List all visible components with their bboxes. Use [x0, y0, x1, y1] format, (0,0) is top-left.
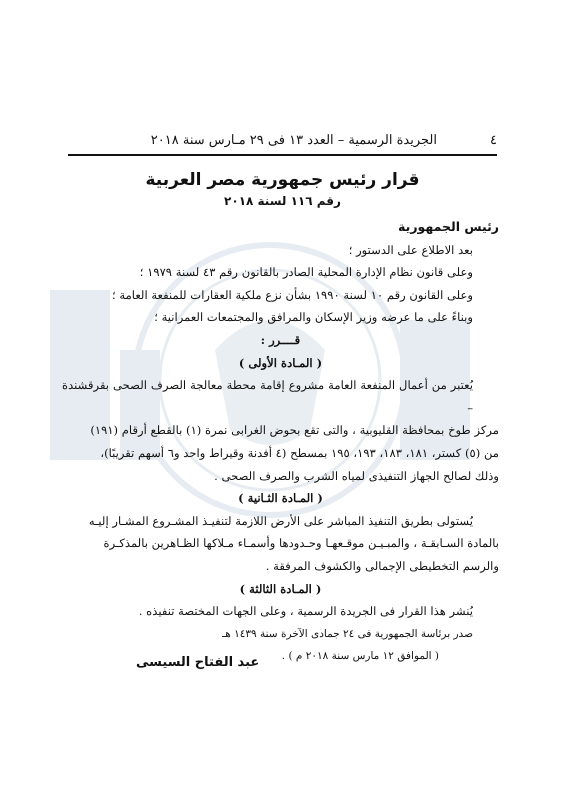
- page-number: ٤: [490, 133, 497, 148]
- article-line: والرسم التخطيطى الإجمالى والكشوف المرفقة .: [265, 558, 499, 573]
- article-line: يُعتبر من أعمال المنفعة العامة مشروع إقامة محطة معالجة الصرف الصحى بقرقشندة –: [62, 378, 473, 415]
- closing-line: صدر برئاسة الجمهورية فى ٢٤ جمادى الآخرة سنة ١٤٣٩ هـ: [222, 627, 473, 640]
- preamble-line: وبناءً على ما عرضه وزير الإسكان والمرافق والمجتمعات العمرانية ؛: [154, 310, 473, 325]
- header-rule: [68, 154, 497, 156]
- signature: عبد الفتاح السيسى: [136, 655, 260, 670]
- article-line: يُستولى بطريق التنفيذ المباشر على الأرض اللازمة لتنفيـذ المشـروع المشـار إليـه: [88, 513, 473, 528]
- closing-line: ( الموافق ١٢ مارس سنة ٢٠١٨ م ) .: [281, 650, 439, 663]
- decree-title: قرار رئيس جمهورية مصر العربية: [145, 170, 420, 190]
- issuer: رئيس الجمهورية: [398, 219, 499, 234]
- article-line: وذلك لصالح الجهاز التنفيذى لمياه الشرب والصرف الصحى .: [214, 468, 499, 483]
- article-heading: ( المـادة الأولى ): [238, 355, 323, 370]
- running-title: الجريدة الرسمية – العدد ١٣ فى ٢٩ مـارس سنة ٢٠١٨: [150, 133, 437, 148]
- article-heading: ( المـادة الثالثة ): [239, 581, 322, 596]
- article-line: بالمادة السـابقـة ، والمبـيـن موقـعهـا وحـدودها وأسمـاء مـلاكها الظـاهرين بالمذكـرة: [103, 536, 499, 551]
- article-line: مركز طوخ بمحافظة القليوبية ، والتى تقع بحوض الغرابى نمرة (١) بالقطع أرقام (١٩١): [90, 423, 499, 438]
- article-line: يُنشر هذا القرار فى الجريدة الرسمية ، وعلى الجهات المختصة تنفيذه .: [138, 604, 473, 619]
- article-heading: ( المـادة الثـانية ): [238, 491, 323, 506]
- article-line: من (٥) كستر، ١٨١، ١٨٣، ١٩٣، ١٩٥ بمسطح (٤ أفدنة وقيراط واحد و٦ أسهم تقريبًا)،: [100, 445, 499, 460]
- decree-body: [62, 216, 499, 668]
- decision-word: قــــرر :: [260, 332, 301, 347]
- page-header: [68, 133, 497, 153]
- preamble-line: وعلى القانون رقم ١٠ لسنة ١٩٩٠ بشأن نزع ملكية العقارات للمنفعة العامة ؛: [111, 287, 473, 302]
- decree-number: رقم ١١٦ لسنة ٢٠١٨: [224, 194, 341, 208]
- preamble-line: وعلى قانون نظام الإدارة المحلية الصادر بالقانون رقم ٤٣ لسنة ١٩٧٩ ؛: [139, 265, 473, 280]
- preamble-line: بعد الاطلاع على الدستور ؛: [348, 242, 473, 257]
